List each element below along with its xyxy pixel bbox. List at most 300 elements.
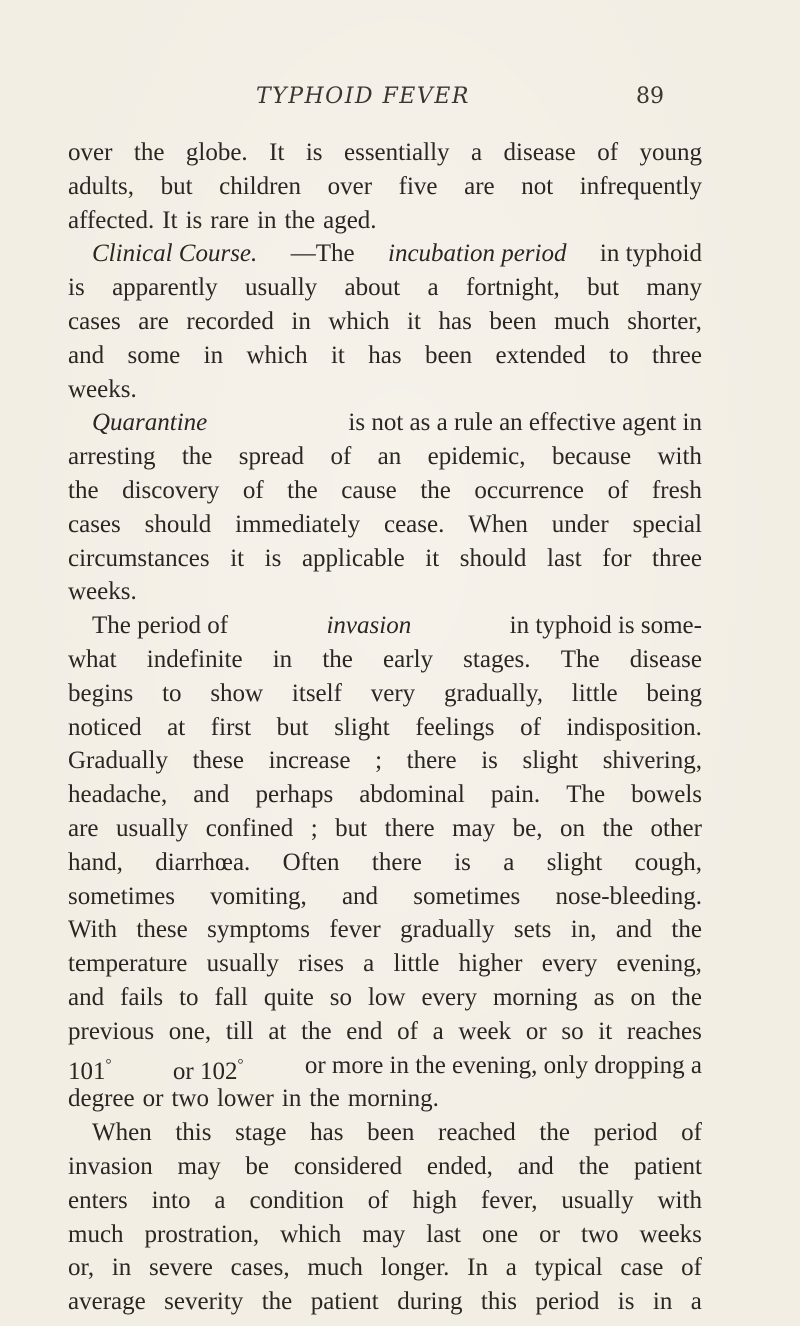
italic-term: Quarantine — [92, 409, 208, 437]
word: or — [525, 1017, 547, 1045]
word: high — [412, 1186, 457, 1214]
word: the — [68, 476, 99, 504]
word: weeks. — [68, 375, 137, 403]
word: nose-bleeding. — [555, 882, 702, 910]
word: has — [438, 307, 472, 335]
word: but — [160, 172, 193, 200]
page-number: 89 — [636, 84, 664, 109]
word: slight — [334, 713, 390, 741]
word: to — [179, 983, 199, 1011]
word: three — [652, 544, 702, 572]
text-line — [68, 846, 702, 880]
word: the — [261, 1288, 293, 1316]
word: globe. — [185, 139, 248, 166]
word: these — [192, 747, 244, 775]
word: case — [620, 1254, 664, 1282]
word: apparently — [112, 274, 218, 302]
text-line — [68, 981, 702, 1015]
text-fragment: The period of — [92, 612, 229, 640]
word: a — [470, 139, 483, 166]
word: is — [185, 206, 203, 234]
word: occurrence — [474, 476, 585, 504]
word: of — [607, 476, 629, 504]
word: in — [281, 1085, 302, 1113]
temperature-value — [68, 1049, 112, 1083]
word: is — [305, 139, 323, 166]
text-line — [68, 1184, 702, 1218]
word: the — [181, 443, 213, 471]
word: ended, — [426, 1152, 493, 1180]
temperature-value — [173, 1049, 244, 1083]
word: weeks — [639, 1220, 702, 1248]
word: with — [657, 443, 702, 471]
word: in — [203, 341, 224, 369]
word: and — [517, 1152, 554, 1180]
running-head — [0, 84, 800, 118]
word: the — [322, 645, 353, 673]
word: till — [225, 1017, 254, 1045]
word: over — [68, 139, 113, 166]
word: during — [397, 1288, 463, 1316]
word: usually — [206, 950, 279, 978]
word: the — [578, 1152, 610, 1180]
word: little — [393, 950, 440, 978]
word: young — [639, 139, 702, 166]
word: When — [468, 510, 528, 538]
dash-text: —The — [290, 240, 355, 268]
word: the — [671, 983, 702, 1011]
word: circumstances — [68, 544, 210, 572]
number-text: or 102 — [172, 1057, 238, 1085]
word: pain. — [490, 781, 541, 809]
word: slight — [546, 848, 603, 876]
word: severe — [149, 1254, 213, 1282]
word: the — [602, 814, 634, 842]
word: invasion — [68, 1152, 153, 1180]
word: has — [368, 341, 402, 369]
word: With — [68, 916, 117, 944]
text-line — [68, 406, 702, 440]
text-line — [68, 305, 702, 339]
word: stage — [235, 1119, 287, 1147]
word: itself — [291, 679, 342, 707]
word: to — [609, 341, 629, 369]
word: considered — [293, 1152, 403, 1180]
word: spread — [238, 443, 305, 471]
word: longer. — [380, 1254, 450, 1282]
word: one, — [168, 1017, 212, 1045]
word: three — [651, 341, 702, 369]
word: shivering, — [602, 747, 702, 775]
word: be, — [512, 814, 543, 842]
word: over — [327, 172, 373, 200]
word: of — [330, 443, 352, 471]
word: discovery — [122, 476, 220, 504]
word: headache, — [68, 781, 168, 809]
word: should — [144, 510, 212, 538]
word: Gradually — [68, 747, 168, 775]
text-line — [68, 1218, 702, 1252]
word: been — [489, 307, 537, 335]
word: little — [571, 679, 618, 707]
text-line — [68, 947, 702, 981]
text-line — [68, 1285, 702, 1319]
word: an — [377, 443, 402, 471]
word: much — [554, 307, 610, 335]
word: in, — [570, 916, 597, 944]
word: disease — [503, 139, 576, 166]
word: cough, — [634, 848, 702, 876]
word: perhaps — [255, 781, 334, 809]
word: much — [68, 1220, 124, 1248]
word: two — [580, 1220, 619, 1248]
text-line — [68, 575, 702, 609]
word: usually — [561, 1186, 634, 1214]
word: fails — [120, 983, 164, 1011]
word: period — [593, 1119, 658, 1147]
word: are — [138, 307, 169, 335]
word: reached — [438, 1119, 516, 1147]
word: of — [397, 1017, 418, 1045]
text-fragment: in typhoid is some- — [509, 612, 702, 640]
word: average — [68, 1288, 146, 1316]
text-line — [68, 711, 702, 745]
word: ; — [375, 747, 383, 775]
word: a — [363, 950, 375, 978]
word: fever, — [480, 1186, 538, 1214]
word: it — [598, 1017, 613, 1045]
text-line — [68, 339, 702, 373]
word: the — [284, 206, 316, 234]
word: has — [310, 1119, 344, 1147]
word: show — [210, 679, 264, 707]
word: of — [242, 476, 264, 504]
word: children — [219, 172, 302, 200]
word: may — [452, 814, 496, 842]
text-line — [68, 778, 702, 812]
word: immediately — [235, 510, 361, 538]
word: is — [617, 1288, 635, 1316]
text-line — [68, 1150, 702, 1184]
word: degree — [68, 1085, 135, 1113]
word: applicable — [301, 544, 405, 572]
text-line — [68, 237, 702, 271]
word: is — [264, 544, 282, 572]
word: of — [681, 1254, 702, 1282]
word: gradually, — [443, 679, 543, 707]
word: fortnight, — [465, 274, 560, 302]
text-line — [68, 373, 702, 407]
word: these — [136, 916, 188, 944]
word: arresting — [68, 443, 156, 471]
word: at — [167, 713, 186, 741]
text-line — [68, 1049, 702, 1083]
word: which — [328, 307, 390, 335]
word: cause — [341, 476, 397, 504]
word: of — [597, 139, 619, 166]
word: patient — [310, 1288, 379, 1316]
word: epidemic, — [427, 443, 526, 471]
word: but — [276, 713, 309, 741]
word: this — [480, 1288, 518, 1316]
word: or — [539, 1220, 560, 1248]
word: It — [162, 206, 178, 234]
text-line — [68, 271, 702, 305]
word: enters — [68, 1186, 128, 1214]
word: end — [346, 1017, 383, 1045]
word: so — [561, 1017, 584, 1045]
word: typical — [534, 1254, 603, 1282]
word: under — [551, 510, 609, 538]
word: special — [632, 510, 702, 538]
word: vomiting, — [210, 882, 307, 910]
word: quite — [263, 983, 314, 1011]
word: of — [520, 713, 541, 741]
word: Often — [282, 848, 340, 876]
italic-term: invasion — [326, 612, 412, 640]
text-line — [68, 643, 702, 677]
word: cases — [68, 510, 121, 538]
word: week — [458, 1017, 512, 1045]
word: at — [268, 1017, 287, 1045]
word: usually — [116, 814, 189, 842]
word: indefinite — [146, 645, 243, 673]
word: every — [421, 983, 477, 1011]
word: reaches — [626, 1017, 702, 1045]
text-line — [68, 1082, 702, 1116]
run-in-heading: Clinical Course. — [92, 240, 258, 268]
word: In — [467, 1254, 488, 1282]
word: to — [162, 679, 182, 707]
word: abdominal — [359, 781, 465, 809]
word: noticed — [68, 713, 142, 741]
word: which — [246, 341, 308, 369]
word: cases — [68, 307, 121, 335]
running-title: TYPHOID FEVER — [256, 84, 470, 109]
word: cases, — [230, 1254, 290, 1282]
text-line — [68, 744, 702, 778]
word: in — [272, 645, 293, 673]
word: begins — [68, 679, 134, 707]
word: a — [427, 274, 439, 302]
word: one — [482, 1220, 519, 1248]
word: sometimes — [413, 882, 521, 910]
word: rises — [298, 950, 344, 978]
word: as — [593, 983, 615, 1011]
word: and — [68, 983, 105, 1011]
word: there — [406, 747, 457, 775]
word: aged. — [323, 206, 377, 234]
word: higher — [458, 950, 523, 978]
degree-sign: ° — [105, 1056, 112, 1073]
word: about — [344, 274, 401, 302]
text-line — [68, 1251, 702, 1285]
word: first — [210, 713, 252, 741]
word: being — [646, 679, 702, 707]
word: a — [214, 1186, 226, 1214]
word: essentially — [344, 139, 450, 166]
word: because — [551, 443, 632, 471]
word: adults, — [68, 172, 134, 200]
word: it — [230, 544, 245, 572]
text-line — [68, 204, 702, 238]
word: a — [505, 1254, 517, 1282]
text-line — [68, 1015, 702, 1049]
word: fresh — [651, 476, 702, 504]
word: weeks. — [68, 578, 137, 606]
italic-term: incubation period — [388, 240, 567, 268]
word: but — [335, 814, 368, 842]
word: evening, — [616, 950, 702, 978]
word: the — [287, 476, 318, 504]
word: extended — [495, 341, 586, 369]
word: previous — [68, 1017, 155, 1045]
word: may — [362, 1220, 406, 1248]
word: been — [424, 341, 473, 369]
word: period — [535, 1288, 600, 1316]
word: a — [432, 1017, 444, 1045]
word: fall — [214, 983, 248, 1011]
word: should — [459, 544, 527, 572]
word: much — [307, 1254, 363, 1282]
word: in — [291, 307, 311, 335]
word: some — [127, 341, 181, 369]
word: the — [420, 476, 451, 504]
word: into — [151, 1186, 191, 1214]
text-line — [68, 440, 702, 474]
word: on — [630, 983, 656, 1011]
word: but — [587, 274, 620, 302]
word: ; — [310, 814, 318, 842]
word: early — [383, 645, 434, 673]
word: of — [367, 1186, 389, 1214]
word: is — [454, 848, 471, 876]
word: slight — [522, 747, 579, 775]
word: other — [650, 814, 702, 842]
word: When — [92, 1119, 152, 1147]
word: in — [111, 1254, 132, 1282]
word: there — [371, 848, 422, 876]
number-text: 101 — [68, 1057, 106, 1085]
text-line — [68, 170, 702, 204]
word: sets — [513, 916, 552, 944]
word: it — [330, 341, 345, 369]
word: on — [560, 814, 585, 842]
text-fragment: in typhoid — [599, 240, 702, 268]
word: which — [280, 1220, 342, 1248]
word: patient — [633, 1152, 702, 1180]
word: be — [245, 1152, 269, 1180]
body-text — [68, 136, 702, 1319]
word: recorded — [186, 307, 274, 335]
text-line — [68, 1116, 702, 1150]
word: very — [370, 679, 416, 707]
word: what — [68, 645, 117, 673]
word: lower — [216, 1085, 274, 1113]
word: of — [681, 1119, 702, 1147]
word: It — [269, 139, 285, 166]
word: last — [547, 544, 582, 572]
text-line — [68, 880, 702, 914]
word: The — [566, 781, 606, 809]
text-line — [68, 677, 702, 711]
word: indisposition. — [566, 713, 702, 741]
word: five — [398, 172, 438, 200]
word: fever — [329, 916, 381, 944]
word: for — [602, 544, 632, 572]
word: and — [615, 916, 652, 944]
word: been — [367, 1119, 415, 1147]
word: are — [68, 814, 99, 842]
word: feelings — [415, 713, 495, 741]
word: many — [646, 274, 702, 302]
word: or, — [68, 1254, 95, 1282]
word: so — [329, 983, 353, 1011]
word: two — [171, 1085, 209, 1113]
text-line — [68, 542, 702, 576]
word: sometimes — [68, 882, 175, 910]
word: and — [341, 882, 379, 910]
word: morning. — [347, 1085, 439, 1113]
word: with — [657, 1186, 702, 1214]
word: hand, — [68, 848, 123, 876]
word: the — [301, 1017, 332, 1045]
word: not — [521, 172, 554, 200]
text-line — [68, 913, 702, 947]
word: there — [384, 814, 435, 842]
word: the — [539, 1119, 570, 1147]
word: The — [560, 645, 600, 673]
word: last — [426, 1220, 461, 1248]
word: it — [407, 307, 421, 335]
word: stages. — [463, 645, 531, 673]
word: disease — [629, 645, 702, 673]
word: may — [177, 1152, 221, 1180]
word: low — [367, 983, 406, 1011]
word: gradually — [400, 916, 495, 944]
word: affected. — [68, 206, 155, 234]
word: the — [309, 1085, 340, 1113]
word: condition — [249, 1186, 344, 1214]
word: every — [541, 950, 598, 978]
word: diarrhœa. — [155, 848, 251, 876]
degree-sign: ° — [237, 1056, 244, 1073]
word: is — [68, 274, 85, 302]
text-line — [68, 812, 702, 846]
word: in — [652, 1288, 673, 1316]
word: infrequently — [579, 172, 702, 200]
text-fragment: or more in the evening, only dropping a — [304, 1051, 702, 1079]
word: this — [175, 1119, 212, 1147]
word: is — [481, 747, 498, 775]
word: rare — [210, 206, 250, 234]
word: in — [257, 206, 277, 234]
word: shorter, — [627, 307, 702, 335]
word: cease. — [383, 510, 445, 538]
word: the — [133, 139, 165, 166]
word: or — [142, 1085, 164, 1113]
word: temperature — [68, 950, 188, 978]
word: symptoms — [207, 916, 310, 944]
word: severity — [164, 1288, 244, 1316]
text-line — [68, 474, 702, 508]
word: and — [68, 341, 105, 369]
text-line — [68, 609, 702, 643]
word: are — [464, 172, 495, 200]
word: confined — [205, 814, 294, 842]
text-line — [68, 508, 702, 542]
word: usually — [244, 274, 318, 302]
